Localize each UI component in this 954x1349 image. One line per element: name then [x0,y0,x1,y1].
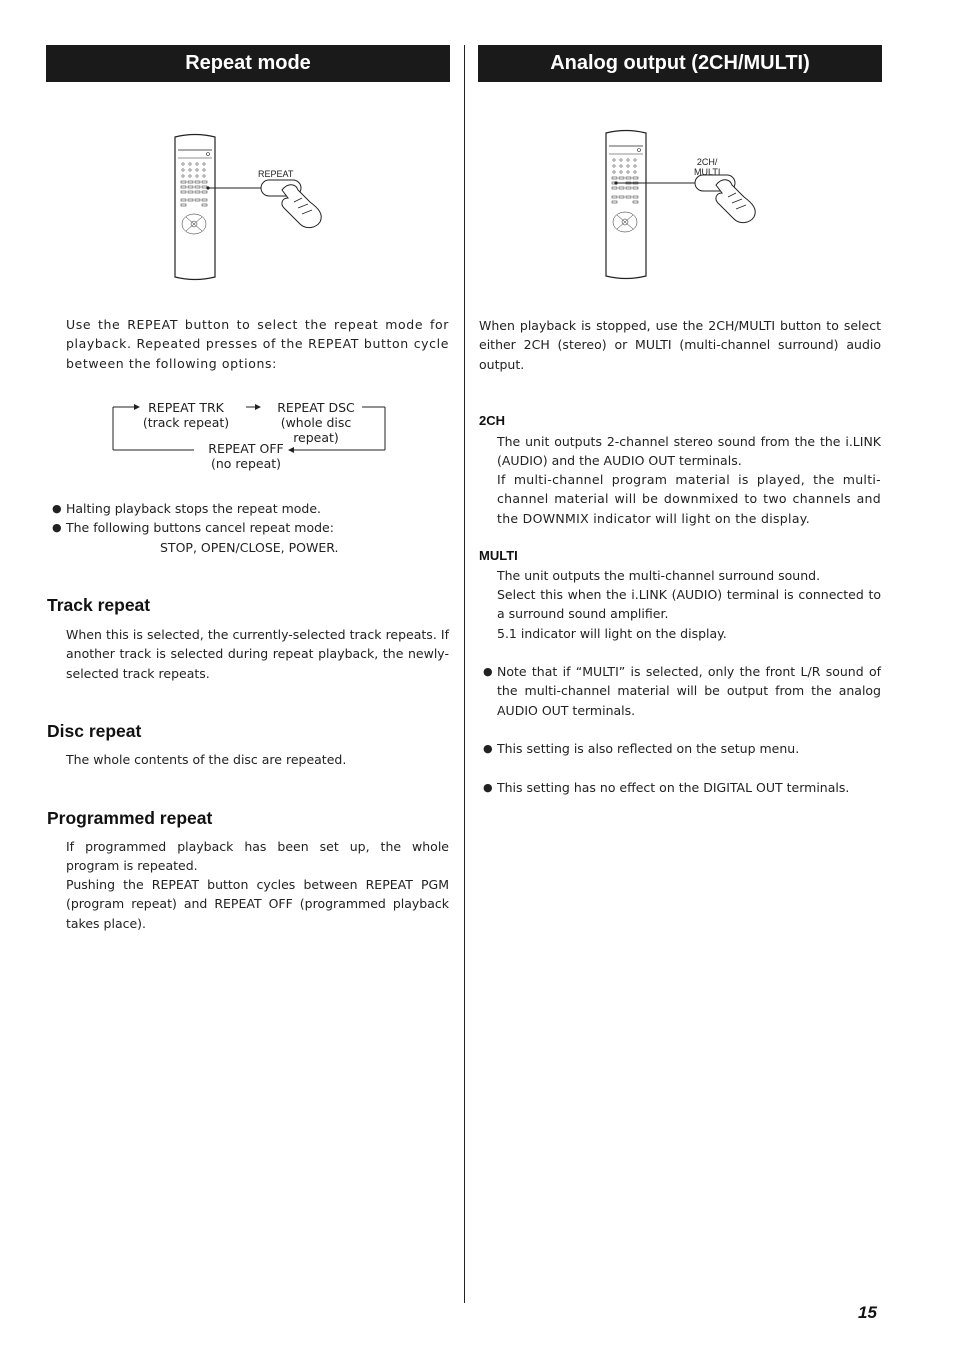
bullet-setup-menu-text: This setting is also reflected on the setup menu. [497,741,800,756]
2ch-text2: If multi-channel program material is played, the multi-channel material will be downmixed to two channels and the DOWNMIX indicator will light on the display. [497,472,881,526]
analog-intro: When playback is stopped, use the 2CH/MULTI button to select either 2CH (stereo) or MULTI (multi-channel surround) audio output. [479,318,881,372]
remote-repeat-illustration [170,132,330,282]
2ch-heading: 2CH [479,413,506,428]
programmed-repeat-text1: If programmed playback has been set up, the whole program is repeated. [66,839,449,874]
multi-heading: MULTI [479,548,518,563]
bullet-multi-note-text: Note that if “MULTI” is selected, only the front L/R sound of the multi-channel material will be output from the analog AUDIO OUT terminals. [497,664,881,718]
repeat-trk-label: REPEAT TRK [148,400,224,415]
repeat-mode-banner [46,45,450,82]
disc-repeat-heading: Disc repeat [47,721,142,741]
2ch-label-line1: 2CH/ [696,157,718,167]
disc-repeat-text: The whole contents of the disc are repeated. [66,752,347,767]
bullet-halting-text: Halting playback stops the repeat mode. [66,501,321,516]
2ch-label-line2: MULTI [694,167,721,177]
analog-output-banner [478,45,882,82]
2ch-text1: The unit outputs 2-channel stereo sound from the the i.LINK (AUDIO) and the AUDIO OUT terminals. [497,434,881,469]
page-number: 15 [858,1303,877,1322]
track-repeat-heading: Track repeat [47,595,151,615]
bullet-halting [52,499,449,518]
cycle-repeat-dsc [256,400,376,445]
repeat-intro: Use the REPEAT button to select the repeat mode for playback. Repeated presses of the REPEAT button cycle between the following options: [66,317,449,371]
repeat-trk-sub: (track repeat) [142,415,230,430]
repeat-dsc-label: REPEAT DSC [277,400,355,415]
bullet-dot: ● [52,502,62,515]
bullet-dot: ● [52,521,62,534]
analog-output-title: Analog output (2CH/MULTI) [550,52,810,74]
bullet-digital-out-text: This setting has no effect on the DIGITAL OUT terminals. [497,780,850,795]
bullet-setup-menu [483,739,881,758]
bullet-digital-out [483,778,881,797]
multi-text2: Select this when the i.LINK (AUDIO) terminal is connected to a surround sound amplifier. [497,587,881,622]
multi-text3: 5.1 indicator will light on the display. [497,626,727,641]
repeat-mode-title: Repeat mode [185,52,311,74]
repeat-off-sub: (no repeat) [210,456,282,471]
repeat-off-label: REPEAT OFF [208,441,284,456]
track-repeat-text: When this is selected, the currently-selected track repeats. If another track is selected during repeat playback, the newly-selected track repeats. [66,627,449,681]
bullet-dot: ● [483,781,493,794]
programmed-repeat-heading: Programmed repeat [47,808,213,828]
programmed-repeat-text2: Pushing the REPEAT button cycles between REPEAT PGM (program repeat) and REPEAT OFF (programmed playback takes place). [66,877,449,931]
bullet-cancel [52,518,449,537]
column-divider [464,45,465,1303]
bullet-cancel-text: The following buttons cancel repeat mode: [66,520,334,535]
repeat-button-label: REPEAT [258,169,294,179]
remote-2ch-multi-illustration [601,128,771,288]
repeat-dsc-sub: (whole disc repeat) [280,415,352,445]
bullet-dot: ● [483,742,493,755]
bullet-multi-note [483,662,881,720]
cycle-repeat-trk [136,400,236,430]
cancel-buttons-list: STOP, OPEN/CLOSE, POWER. [160,540,339,555]
multi-text1: The unit outputs the multi-channel surround sound. [497,568,821,583]
bullet-dot: ● [483,665,493,678]
cycle-repeat-off [196,441,296,471]
2ch-multi-button-label [694,157,720,177]
